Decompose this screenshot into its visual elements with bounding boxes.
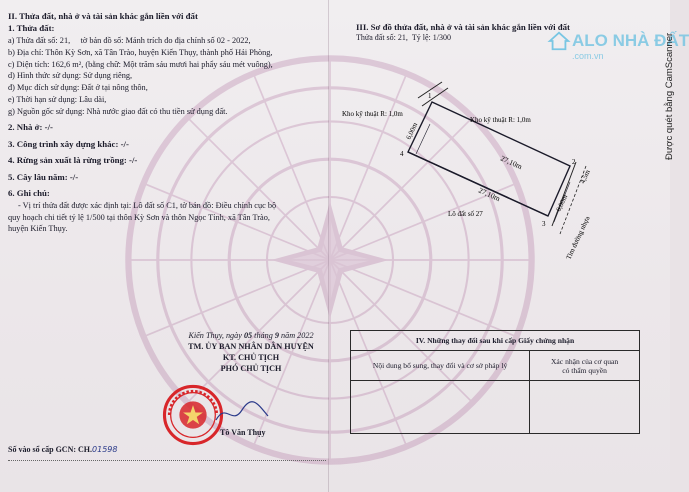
diagram-parcel-no: Thửa đất số: 21, xyxy=(356,33,408,42)
handwritten-signature xyxy=(212,398,272,428)
note-line-2: quy hoạch chi tiết tỷ lệ 1/500 tại thôn Kỳ Sơn và thôn Ngọc Tỉnh, xã Tân Trào, xyxy=(8,212,270,222)
usage-purpose: đ) Mục đích sử dụng: Đất ở tại nông thôn, xyxy=(8,83,148,93)
other-construction-line: 3. Công trình xây dựng khác: -/- xyxy=(8,138,129,149)
parcel-number: a) Thửa đất số: 21, xyxy=(8,35,71,45)
map-scale xyxy=(356,33,451,42)
registry-number xyxy=(8,445,117,454)
dotted-separator xyxy=(8,460,326,461)
parcel-number-line xyxy=(8,35,326,47)
dim-right: 6,00m xyxy=(554,193,570,213)
signer-name: Tô Văn Thụy xyxy=(220,428,266,437)
note-line-3: huyện Kiến Thụy. xyxy=(8,224,68,234)
date-month-word: tháng xyxy=(254,331,273,340)
usage-origin: g) Nguồn gốc sử dụng: Nhà nước giao đất có thu tiền sử dụng đất. xyxy=(8,106,228,116)
dim-left: 6,00m xyxy=(404,121,420,141)
point-2: 2 xyxy=(572,158,576,166)
col-content-header: Nội dung bổ sung, thay đổi và cơ sở pháp lý xyxy=(351,351,530,381)
point-1: 1 xyxy=(428,92,432,100)
usage-term: e) Thời hạn sử dụng: Lâu dài, xyxy=(8,94,107,104)
dim-top: 27,10m xyxy=(499,153,524,172)
land-info-section xyxy=(8,10,326,235)
authority-line-3: PHÓ CHỦ TỊCH xyxy=(220,364,282,374)
usage-form: d) Hình thức sử dụng: Sử dụng riêng, xyxy=(8,71,133,81)
col-confirmation-line2: có thẩm quyền xyxy=(562,365,607,375)
point-3: 3 xyxy=(542,220,546,228)
note-line-1: - Vị trí thửa đất được xác định tại: Lô đất số C1, tờ bản đồ: Điều chỉnh cục bộ xyxy=(18,200,277,210)
signature-block xyxy=(156,330,346,374)
section-3-title-text: III. Sơ đồ thửa đất, nhà ở và tài sản khác gắn liền với đất xyxy=(356,22,570,32)
changes-table xyxy=(350,330,640,434)
col-confirmation-line1: Xác nhận của cơ quan xyxy=(550,356,619,366)
road-label: Tim đường nhựa xyxy=(564,215,592,261)
col-confirmation-header xyxy=(530,351,640,381)
address: b) Địa chỉ: Thôn Kỳ Sơn, xã Tân Trào, huyện Kiến Thụy, thành phố Hải Phòng, xyxy=(8,47,273,57)
perennial-trees-line: 5. Cây lâu năm: -/- xyxy=(8,171,79,182)
dim-road: 4,5m xyxy=(578,168,592,185)
date-place: Kiến Thụy, ngày xyxy=(188,331,242,340)
lot-27-label: Lô đất số 27 xyxy=(448,210,483,218)
registry-value: 01598 xyxy=(92,445,118,454)
notes-heading: 6. Ghi chú: xyxy=(8,188,50,199)
section-2-title: II. Thửa đất, nhà ở và tài sản khác gắn liền với đất xyxy=(8,11,198,21)
date-month: 9 xyxy=(274,331,279,340)
scanner-label xyxy=(652,10,675,160)
changes-confirmation-cell xyxy=(530,381,640,434)
parcel-bottom-edge xyxy=(408,152,548,216)
date-day: 05 xyxy=(243,331,253,340)
section-3-title xyxy=(356,22,570,32)
right-road-line xyxy=(552,162,576,226)
issue-date xyxy=(156,330,346,341)
authority-line-2: KT. CHỦ TỊCH xyxy=(222,353,280,363)
kkt-label-left: Kho kỹ thuật R: 1,0m xyxy=(342,110,403,118)
authority-line-1: TM. ỦY BAN NHÂN DÂN HUYỆN xyxy=(188,342,314,352)
map-sheet: tờ bản đồ số: Mảnh trích đo địa chính số 02 - 2022, xyxy=(80,35,251,45)
house-logo-icon xyxy=(548,30,570,52)
date-year: năm 2022 xyxy=(281,331,314,340)
parcel-diagram xyxy=(330,70,630,310)
brand-domain: .com.vn xyxy=(572,51,604,61)
left-dim-line xyxy=(416,124,430,154)
page-fold xyxy=(328,0,329,492)
brand-name: ALO NHÀ ĐẤT xyxy=(572,31,689,50)
forest-line: 4. Rừng sản xuất là rừng trồng: -/- xyxy=(8,155,138,166)
kkt-label-right: Kho kỹ thuật R: 1,0m xyxy=(470,116,531,124)
scanner-text: Được quét bằng CamScanner xyxy=(664,32,675,160)
changes-content-cell xyxy=(351,381,530,434)
point-4: 4 xyxy=(400,150,404,158)
scale-text: Tỷ lệ: 1/300 xyxy=(411,33,451,42)
dim-bottom: 27,10m xyxy=(477,185,502,204)
registry-label: Số vào sổ cấp GCN: CH. xyxy=(8,445,93,454)
parcel-heading: 1. Thửa đất: xyxy=(8,23,55,34)
changes-table-title: IV. Những thay đổi sau khi cấp Giấy chứng nhận xyxy=(351,331,640,351)
area: c) Diện tích: 162,6 m², (bằng chữ: Một trăm sáu mươi hai phẩy sáu mét vuông), xyxy=(8,59,273,69)
house-line: 2. Nhà ở: -/- xyxy=(8,122,53,133)
